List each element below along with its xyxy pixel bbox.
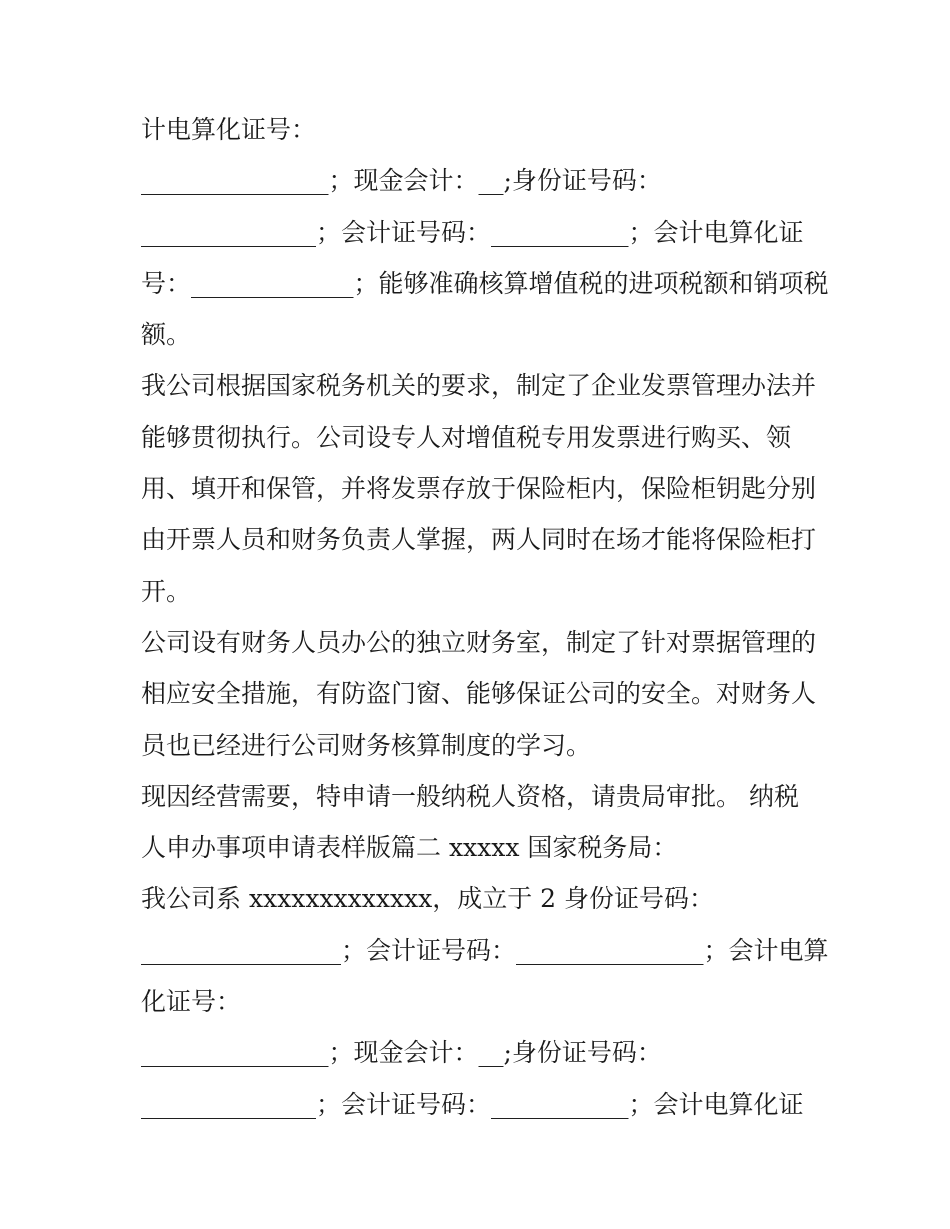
text-line: 人申办事项申请表样版篇二 xxxxx 国家税务局： bbox=[141, 833, 678, 863]
text-line: ______________；会计证号码：___________；会计电算化证 bbox=[141, 217, 804, 247]
text-line: 能够贯彻执行。公司设专人对增值税专用发票进行购买、领 bbox=[141, 422, 792, 452]
text-line: ________________；会计证号码：_______________；会计电算 bbox=[141, 935, 829, 965]
text-line: 开。 bbox=[141, 576, 192, 606]
text-line: 我公司根据国家税务机关的要求，制定了企业发票管理办法并 bbox=[141, 371, 817, 401]
text-line: 由开票人员和财务负责人掌握，两人同时在场才能将保险柜打 bbox=[141, 525, 817, 555]
text-line: 计电算化证号： bbox=[141, 115, 317, 144]
text-line: ______________；会计证号码：___________；会计电算化证 bbox=[141, 1089, 804, 1119]
text-line: 我公司系 xxxxxxxxxxxxx，成立于 2 身份证号码： bbox=[141, 884, 715, 914]
text-line: 用、填开和保管，并将发票存放于保险柜内，保险柜钥匙分别 bbox=[141, 474, 817, 504]
text-line: 相应安全措施，有防盗门窗、能够保证公司的安全。对财务人 bbox=[141, 679, 817, 709]
text-line: _______________；现金会计：__;身份证号码： bbox=[141, 1038, 662, 1068]
document-body bbox=[141, 104, 829, 1130]
text-line: 公司设有财务人员办公的独立财务室，制定了针对票据管理的 bbox=[141, 627, 817, 657]
text-line: 化证号： bbox=[141, 987, 242, 1017]
text-line: 现因经营需要，特申请一般纳税人资格，请贵局审批。 纳税 bbox=[141, 781, 799, 811]
text-line: _______________；现金会计：__;身份证号码： bbox=[141, 166, 662, 196]
text-line: 号：_____________；能够准确核算增值税的进项税额和销项税 bbox=[141, 268, 829, 298]
text-line: 额。 bbox=[141, 320, 192, 350]
text-line: 员也已经进行公司财务核算制度的学习。 bbox=[141, 730, 592, 760]
